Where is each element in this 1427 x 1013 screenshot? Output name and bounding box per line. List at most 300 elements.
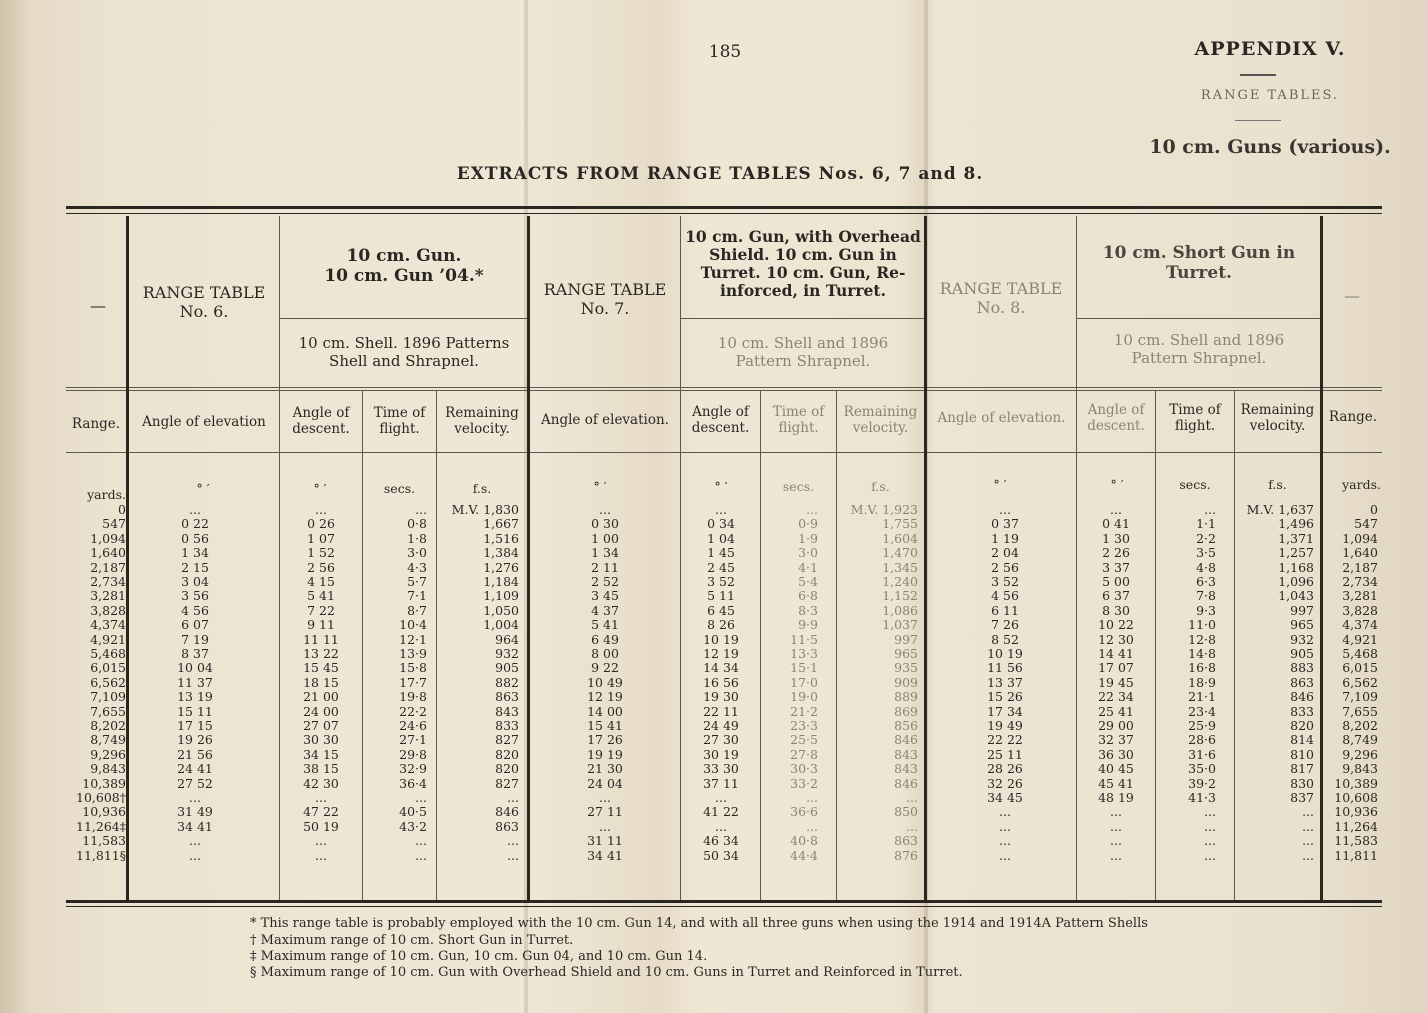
cell-d8: 45 41 <box>1098 775 1134 791</box>
col-vel7 <box>837 404 924 436</box>
cell-t8: 25·9 <box>1188 718 1216 733</box>
cell-t6: 13·9 <box>399 646 427 661</box>
cell-t7: 36·6 <box>790 804 818 820</box>
cell-e7: 1 34 <box>591 545 619 561</box>
cell-v7: 1,086 <box>882 602 918 618</box>
cell-e7: 24 04 <box>587 775 623 791</box>
cell-d6: 50 19 <box>303 818 339 834</box>
unit-desc8: ° ′ <box>1110 477 1124 492</box>
cell-rl: 6,015 <box>90 660 126 676</box>
cell-t7: 6·8 <box>798 588 818 604</box>
cell-t8: 4·8 <box>1196 559 1216 575</box>
cell-d6: ... <box>315 790 327 805</box>
cell-v6: 833 <box>495 718 519 733</box>
col-time6-line: Time of <box>373 405 426 421</box>
cell-d8: 5 00 <box>1102 574 1130 589</box>
unit-secs8: secs. <box>1179 477 1211 492</box>
cell-t8: 28·6 <box>1188 732 1216 748</box>
vrule <box>527 216 530 900</box>
dash-right: — <box>1344 286 1360 305</box>
cell-t8: ... <box>1204 847 1216 863</box>
cell-e6: 1 34 <box>181 545 209 561</box>
cell-e6: ... <box>189 502 201 517</box>
col-time8-line: Time of <box>1169 402 1221 418</box>
cell-d7: 19 30 <box>703 689 739 705</box>
cell-rl: 3,281 <box>90 588 126 604</box>
cell-t8: 6·3 <box>1196 574 1216 589</box>
shell6-line: 10 cm. Shell. 1896 Patterns <box>298 334 510 352</box>
cell-rr: 547 <box>1354 516 1378 532</box>
cell-v7: 1,755 <box>882 516 918 532</box>
rt6-line: RANGE TABLE <box>142 283 266 302</box>
cell-t7: 9·9 <box>798 617 818 633</box>
cell-v6: ... <box>507 790 519 805</box>
shell8-title <box>1078 331 1320 367</box>
cell-v7: 1,240 <box>882 574 918 589</box>
gun6-title <box>282 246 526 287</box>
cell-e6: 17 15 <box>177 718 213 733</box>
cell-d6: 30 30 <box>303 732 339 748</box>
cell-v6: ... <box>507 847 519 863</box>
cell-t7: 4·1 <box>798 559 818 575</box>
cell-v7: 876 <box>894 847 918 863</box>
rule-header-mid2 <box>66 390 1382 391</box>
rt8-line: No. 8. <box>976 298 1026 318</box>
cell-rr: 8,202 <box>1342 718 1378 733</box>
col-time7-line: Time of <box>772 404 825 420</box>
cell-rl: 547 <box>102 516 126 532</box>
cell-d7: ... <box>715 502 727 517</box>
cell-e8: ... <box>999 804 1011 820</box>
cell-e7: 31 11 <box>587 833 623 849</box>
cell-v8: 833 <box>1290 703 1314 719</box>
cell-e6: 31 49 <box>177 804 213 820</box>
cell-e6: 15 11 <box>177 703 213 719</box>
cell-t7: 3·0 <box>798 545 818 561</box>
cell-v6: 905 <box>495 660 519 676</box>
cell-d8: 1 30 <box>1102 530 1130 546</box>
rt7-line: RANGE TABLE <box>543 280 667 299</box>
cell-v6: 964 <box>495 631 519 647</box>
cell-d6: 1 07 <box>307 530 335 546</box>
cell-e8: 8 52 <box>991 631 1019 647</box>
gun7-line: inforced, in Turret. <box>720 281 886 301</box>
cell-t8: 14·8 <box>1188 646 1216 661</box>
gun8-line: Turret. <box>1166 263 1232 284</box>
cell-d7: 30 19 <box>703 746 739 762</box>
cell-e7: 8 00 <box>591 646 619 661</box>
cell-v6: 827 <box>495 775 519 791</box>
cell-e6: 24 41 <box>177 761 213 777</box>
cell-v8: 863 <box>1290 674 1314 690</box>
gun7-line: Shield. 10 cm. Gun in <box>709 245 897 265</box>
rule-gun6 <box>280 318 528 319</box>
cell-rl: 11,583 <box>82 833 126 849</box>
cell-rl: 10,936 <box>82 804 126 820</box>
cell-rl: 10,608† <box>76 790 126 805</box>
cell-v7: 1,037 <box>882 617 918 633</box>
cell-v8: 932 <box>1290 631 1314 647</box>
col-desc6-line: descent. <box>292 421 350 438</box>
cell-e8: ... <box>999 833 1011 849</box>
cell-v6: 863 <box>495 689 519 705</box>
gun6-line: 10 cm. Gun. <box>346 246 462 266</box>
cell-d6: 7 22 <box>307 602 335 618</box>
cell-d6: 0 26 <box>307 516 335 532</box>
cell-v6: 1,184 <box>483 574 519 589</box>
cell-rr: 4,921 <box>1342 631 1378 647</box>
cell-rr: 9,843 <box>1342 761 1378 777</box>
cell-v8: 905 <box>1290 646 1314 661</box>
cell-t6: 10·4 <box>399 617 427 633</box>
cell-d7: 24 49 <box>703 718 739 733</box>
cell-v7: 1,604 <box>882 530 918 546</box>
unit-fs8: f.s. <box>1268 477 1287 492</box>
cell-d6: 18 15 <box>303 674 339 690</box>
cell-d7: 37 11 <box>703 775 739 791</box>
cell-e8: 13 37 <box>987 674 1023 690</box>
rt7-line: No. 7. <box>580 299 630 319</box>
vrule <box>1234 391 1235 900</box>
cell-e7: 2 11 <box>591 559 619 575</box>
shell8-line: 10 cm. Shell and 1896 <box>1113 331 1285 349</box>
cell-t7: 1·9 <box>798 530 818 546</box>
cell-d8: 0 41 <box>1102 516 1130 532</box>
cell-e8: 32 26 <box>987 775 1023 791</box>
cell-d7: 41 22 <box>703 804 739 820</box>
cell-d8: 3 37 <box>1102 559 1130 575</box>
cell-e6: 3 56 <box>181 588 209 604</box>
cell-t8: 7·8 <box>1196 588 1216 604</box>
cell-v8: 820 <box>1290 718 1314 733</box>
footnote: § Maximum range of 10 cm. Gun with Overhead Shield and 10 cm. Guns in Turret and Reinforced in Turret. <box>250 965 963 980</box>
cell-rr: 11,264 <box>1334 818 1378 834</box>
col-vel8-line: Remaining <box>1240 402 1315 418</box>
col-desc6 <box>280 405 362 437</box>
cell-v8: 1,168 <box>1278 559 1314 575</box>
cell-d8: 10 22 <box>1098 617 1134 633</box>
cell-t8: ... <box>1204 804 1216 820</box>
cell-v7: 846 <box>894 732 918 748</box>
shell6-line: Shell and Shrapnel. <box>329 352 479 370</box>
cell-rl: 2,734 <box>90 574 126 589</box>
cell-v6: 843 <box>495 703 519 719</box>
cell-t6: ... <box>415 847 427 863</box>
vrule <box>760 391 761 900</box>
cell-v8: 814 <box>1290 732 1314 748</box>
cell-d6: 47 22 <box>303 804 339 820</box>
col-vel7-line: Remaining <box>843 404 918 420</box>
cell-e8: 22 22 <box>987 732 1023 748</box>
cell-rr: 6,562 <box>1342 674 1378 690</box>
cell-e6: 19 26 <box>177 732 213 748</box>
col-elev6: Angle of elevation <box>142 414 266 430</box>
cell-e6: 7 19 <box>181 631 209 647</box>
cell-t7: 5·4 <box>798 574 818 589</box>
cell-rr: 8,749 <box>1342 732 1378 748</box>
cell-t6: 12·1 <box>399 631 427 647</box>
cell-t8: 1·1 <box>1196 516 1216 532</box>
cell-v7: 909 <box>894 674 918 690</box>
cell-e6: 2 15 <box>181 559 209 575</box>
cell-d6: 24 00 <box>303 703 339 719</box>
cell-t8: 39·2 <box>1188 775 1216 791</box>
cell-d8: 6 37 <box>1102 588 1130 604</box>
cell-v7: 1,152 <box>882 588 918 604</box>
cell-e7: 9 22 <box>591 660 619 676</box>
cell-rr: 10,608 <box>1334 790 1378 805</box>
cell-d8: ... <box>1110 818 1122 834</box>
vrule <box>1155 391 1156 900</box>
cell-e8: 3 52 <box>991 574 1019 589</box>
cell-d6: 34 15 <box>303 746 339 762</box>
cell-t8: ... <box>1204 818 1216 834</box>
cell-e8: ... <box>999 502 1011 517</box>
cell-e6: 10 04 <box>177 660 213 676</box>
unit-secs6: secs. <box>383 481 416 496</box>
cell-d6: 4 15 <box>307 574 335 589</box>
footnote: * This range table is probably employed with the 10 cm. Gun 14, and with all three guns when using the 1914 and 1914A Pattern Shells <box>250 916 1148 931</box>
cell-d7: 1 04 <box>707 530 735 546</box>
cell-e6: ... <box>189 790 201 805</box>
cell-v7: 1,345 <box>882 559 918 575</box>
cell-t6: 8·7 <box>407 602 427 618</box>
cell-e6: 3 04 <box>181 574 209 589</box>
cell-t7: ... <box>806 502 818 517</box>
cell-t6: ... <box>415 790 427 805</box>
cell-e7: 1 00 <box>591 530 619 546</box>
cell-d7: 1 45 <box>707 545 735 561</box>
col-elev8: Angle of elevation. <box>937 410 1066 426</box>
cell-e7: 21 30 <box>587 761 623 777</box>
cell-t6: 4·3 <box>407 559 427 575</box>
shell6-title <box>282 334 526 370</box>
appendix-subtitle: RANGE TABLES. <box>1200 88 1340 103</box>
rt6-line: No. 6. <box>179 302 229 322</box>
col-desc8-line: descent. <box>1087 418 1145 435</box>
cell-t7: 27·8 <box>790 746 818 762</box>
cell-t6: 32·9 <box>399 761 427 777</box>
cell-rr: 5,468 <box>1342 646 1378 661</box>
cell-e8: 25 11 <box>987 746 1023 762</box>
cell-e8: 34 45 <box>987 790 1023 805</box>
col-vel8-line: velocity. <box>1249 418 1306 435</box>
cell-v6: 863 <box>495 818 519 834</box>
cell-t8: 11·0 <box>1188 617 1216 633</box>
cell-t8: ... <box>1204 502 1216 517</box>
cell-rr: 1,640 <box>1342 545 1378 561</box>
footnote: ‡ Maximum range of 10 cm. Gun, 10 cm. Gun 04, and 10 cm. Gun 14. <box>250 949 708 964</box>
col-vel6-line: Remaining <box>445 405 519 421</box>
cell-e8: 0 37 <box>991 516 1019 532</box>
cell-e7: ... <box>599 818 611 834</box>
cell-e7: 15 41 <box>587 718 623 733</box>
rt8-line: RANGE TABLE <box>939 279 1063 298</box>
col-desc6-line: Angle of <box>292 405 350 421</box>
cell-rr: 10,936 <box>1334 804 1378 820</box>
shell7-line: 10 cm. Shell and 1896 <box>717 334 889 352</box>
cell-t6: 7·1 <box>407 588 427 604</box>
cell-d7: 27 30 <box>703 732 739 748</box>
cell-rl: 4,374 <box>90 617 126 633</box>
guns-title: 10 cm. Guns (various). <box>1149 136 1391 158</box>
cell-t8: 12·8 <box>1188 631 1216 647</box>
cell-v8: M.V. 1,637 <box>1246 502 1314 517</box>
cell-t8: 21·1 <box>1188 689 1216 705</box>
cell-rl: 7,655 <box>90 703 126 719</box>
col-range-left: Range. <box>71 416 121 432</box>
cell-t6: 40·5 <box>399 804 427 820</box>
cell-v6: 820 <box>495 761 519 777</box>
cell-e8: 10 19 <box>987 646 1023 661</box>
cell-t7: 21·2 <box>790 703 818 719</box>
rule-columns <box>66 452 1382 453</box>
cell-rr: 1,094 <box>1342 530 1378 546</box>
unit-yards-right: yards. <box>1342 477 1381 492</box>
gun6-line: 10 cm. Gun ’04.* <box>324 266 484 287</box>
cell-rr: 9,296 <box>1342 746 1378 762</box>
cell-rr: 11,811 <box>1334 847 1378 863</box>
cell-d6: 13 22 <box>303 646 339 661</box>
cell-v8: ... <box>1302 804 1314 820</box>
cell-v6: M.V. 1,830 <box>451 502 519 517</box>
cell-d6: 9 11 <box>307 617 335 633</box>
cell-v7: 846 <box>894 775 918 791</box>
cell-t6: 15·8 <box>399 660 427 676</box>
cell-t6: ... <box>415 833 427 849</box>
cell-rr: 7,655 <box>1342 703 1378 719</box>
cell-v6: 1,004 <box>483 617 519 633</box>
cell-t7: 13·3 <box>790 646 818 661</box>
vrule <box>1320 216 1323 900</box>
vrule <box>279 216 280 900</box>
page-number: 185 <box>708 42 742 62</box>
unit-deg7: ° ′ <box>593 479 607 494</box>
cell-e6: 0 22 <box>181 516 209 532</box>
col-time6 <box>363 405 436 437</box>
cell-e6: 0 56 <box>181 530 209 546</box>
cell-t8: 35·0 <box>1188 761 1216 777</box>
cell-t6: 22·2 <box>399 703 427 719</box>
cell-rr: 7,109 <box>1342 689 1378 705</box>
cell-rr: 0 <box>1370 502 1378 517</box>
vrule <box>362 391 363 900</box>
cell-e8: 15 26 <box>987 689 1023 705</box>
cell-v6: 1,109 <box>483 588 519 604</box>
cell-v8: 997 <box>1290 602 1314 618</box>
cell-t7: 23·3 <box>790 718 818 733</box>
unit-deg8: ° ′ <box>993 477 1007 492</box>
cell-d8: 12 30 <box>1098 631 1134 647</box>
cell-rl: 11,264‡ <box>76 818 126 834</box>
cell-d7: 3 52 <box>707 574 735 589</box>
unit-desc6: ° ′ <box>313 481 327 496</box>
cell-t6: 0·8 <box>407 516 427 532</box>
cell-e7: 0 30 <box>591 516 619 532</box>
cell-t8: 9·3 <box>1196 602 1216 618</box>
appendix-title: APPENDIX V. <box>1194 38 1346 60</box>
cell-v7: 1,470 <box>882 545 918 561</box>
cell-d8: 29 00 <box>1098 718 1134 733</box>
gun7-line: Turret. 10 cm. Gun, Re- <box>700 263 906 283</box>
cell-e8: 28 26 <box>987 761 1023 777</box>
cell-d7: 6 45 <box>707 602 735 618</box>
cell-rl: 0 <box>118 502 126 517</box>
unit-yards-left: yards. <box>87 487 126 502</box>
cell-v7: 869 <box>894 703 918 719</box>
col-desc7-line: descent. <box>691 420 750 437</box>
cell-d6: ... <box>315 833 327 849</box>
cell-t8: 31·6 <box>1188 746 1216 762</box>
cell-rl: 9,296 <box>90 746 126 762</box>
cell-v7: 843 <box>894 761 918 777</box>
cell-v7: ... <box>906 818 918 834</box>
cell-v7: 863 <box>894 833 918 849</box>
range-table-7-label <box>530 280 680 318</box>
cell-rl: 1,094 <box>90 530 126 546</box>
cell-rl: 2,187 <box>90 559 126 575</box>
cell-t8: ... <box>1204 833 1216 849</box>
cell-v7: 843 <box>894 746 918 762</box>
cell-t7: 40·8 <box>790 833 818 849</box>
unit-fs7: f.s. <box>871 479 890 494</box>
cell-e7: 19 19 <box>587 746 623 762</box>
cell-d8: 32 37 <box>1098 732 1134 748</box>
cell-t7: ... <box>806 790 818 805</box>
cell-e6: ... <box>189 833 201 849</box>
cell-d6: 21 00 <box>303 689 339 705</box>
cell-rl: 3,828 <box>90 602 126 618</box>
cell-rl: 8,202 <box>90 718 126 733</box>
cell-e6: ... <box>189 847 201 863</box>
cell-t7: 8·3 <box>798 602 818 618</box>
vrule <box>680 216 681 900</box>
cell-d7: 10 19 <box>703 631 739 647</box>
vrule <box>836 391 837 900</box>
cell-v8: 810 <box>1290 746 1314 762</box>
cell-t6: 27·1 <box>399 732 427 748</box>
cell-v6: 882 <box>495 674 519 690</box>
cell-d8: 17 07 <box>1098 660 1134 676</box>
cell-d8: 36 30 <box>1098 746 1134 762</box>
cell-d6: ... <box>315 847 327 863</box>
cell-v7: 850 <box>894 804 918 820</box>
cell-v8: 1,257 <box>1278 545 1314 561</box>
col-vel7-line: velocity. <box>852 420 909 437</box>
unit-secs7: secs. <box>782 479 815 494</box>
cell-d8: ... <box>1110 833 1122 849</box>
cell-t8: 2·2 <box>1196 530 1216 546</box>
cell-rr: 10,389 <box>1334 775 1378 791</box>
cell-d7: 12 19 <box>703 646 739 661</box>
cell-t7: 17·0 <box>790 674 818 690</box>
cell-d6: 1 52 <box>307 545 335 561</box>
cell-rr: 2,187 <box>1342 559 1378 575</box>
cell-v6: 820 <box>495 746 519 762</box>
cell-v8: 830 <box>1290 775 1314 791</box>
col-time8-line: flight. <box>1174 418 1216 435</box>
cell-t7: ... <box>806 818 818 834</box>
cell-d7: 46 34 <box>703 833 739 849</box>
cell-d7: 2 45 <box>707 559 735 575</box>
cell-e8: 6 11 <box>991 602 1019 618</box>
cell-t8: 3·5 <box>1196 545 1216 561</box>
cell-e8: 17 34 <box>987 703 1023 719</box>
table-top-rule <box>66 206 1382 209</box>
cell-e6: 13 19 <box>177 689 213 705</box>
gun7-line: 10 cm. Gun, with Overhead <box>685 227 921 246</box>
cell-d8: ... <box>1110 502 1122 517</box>
